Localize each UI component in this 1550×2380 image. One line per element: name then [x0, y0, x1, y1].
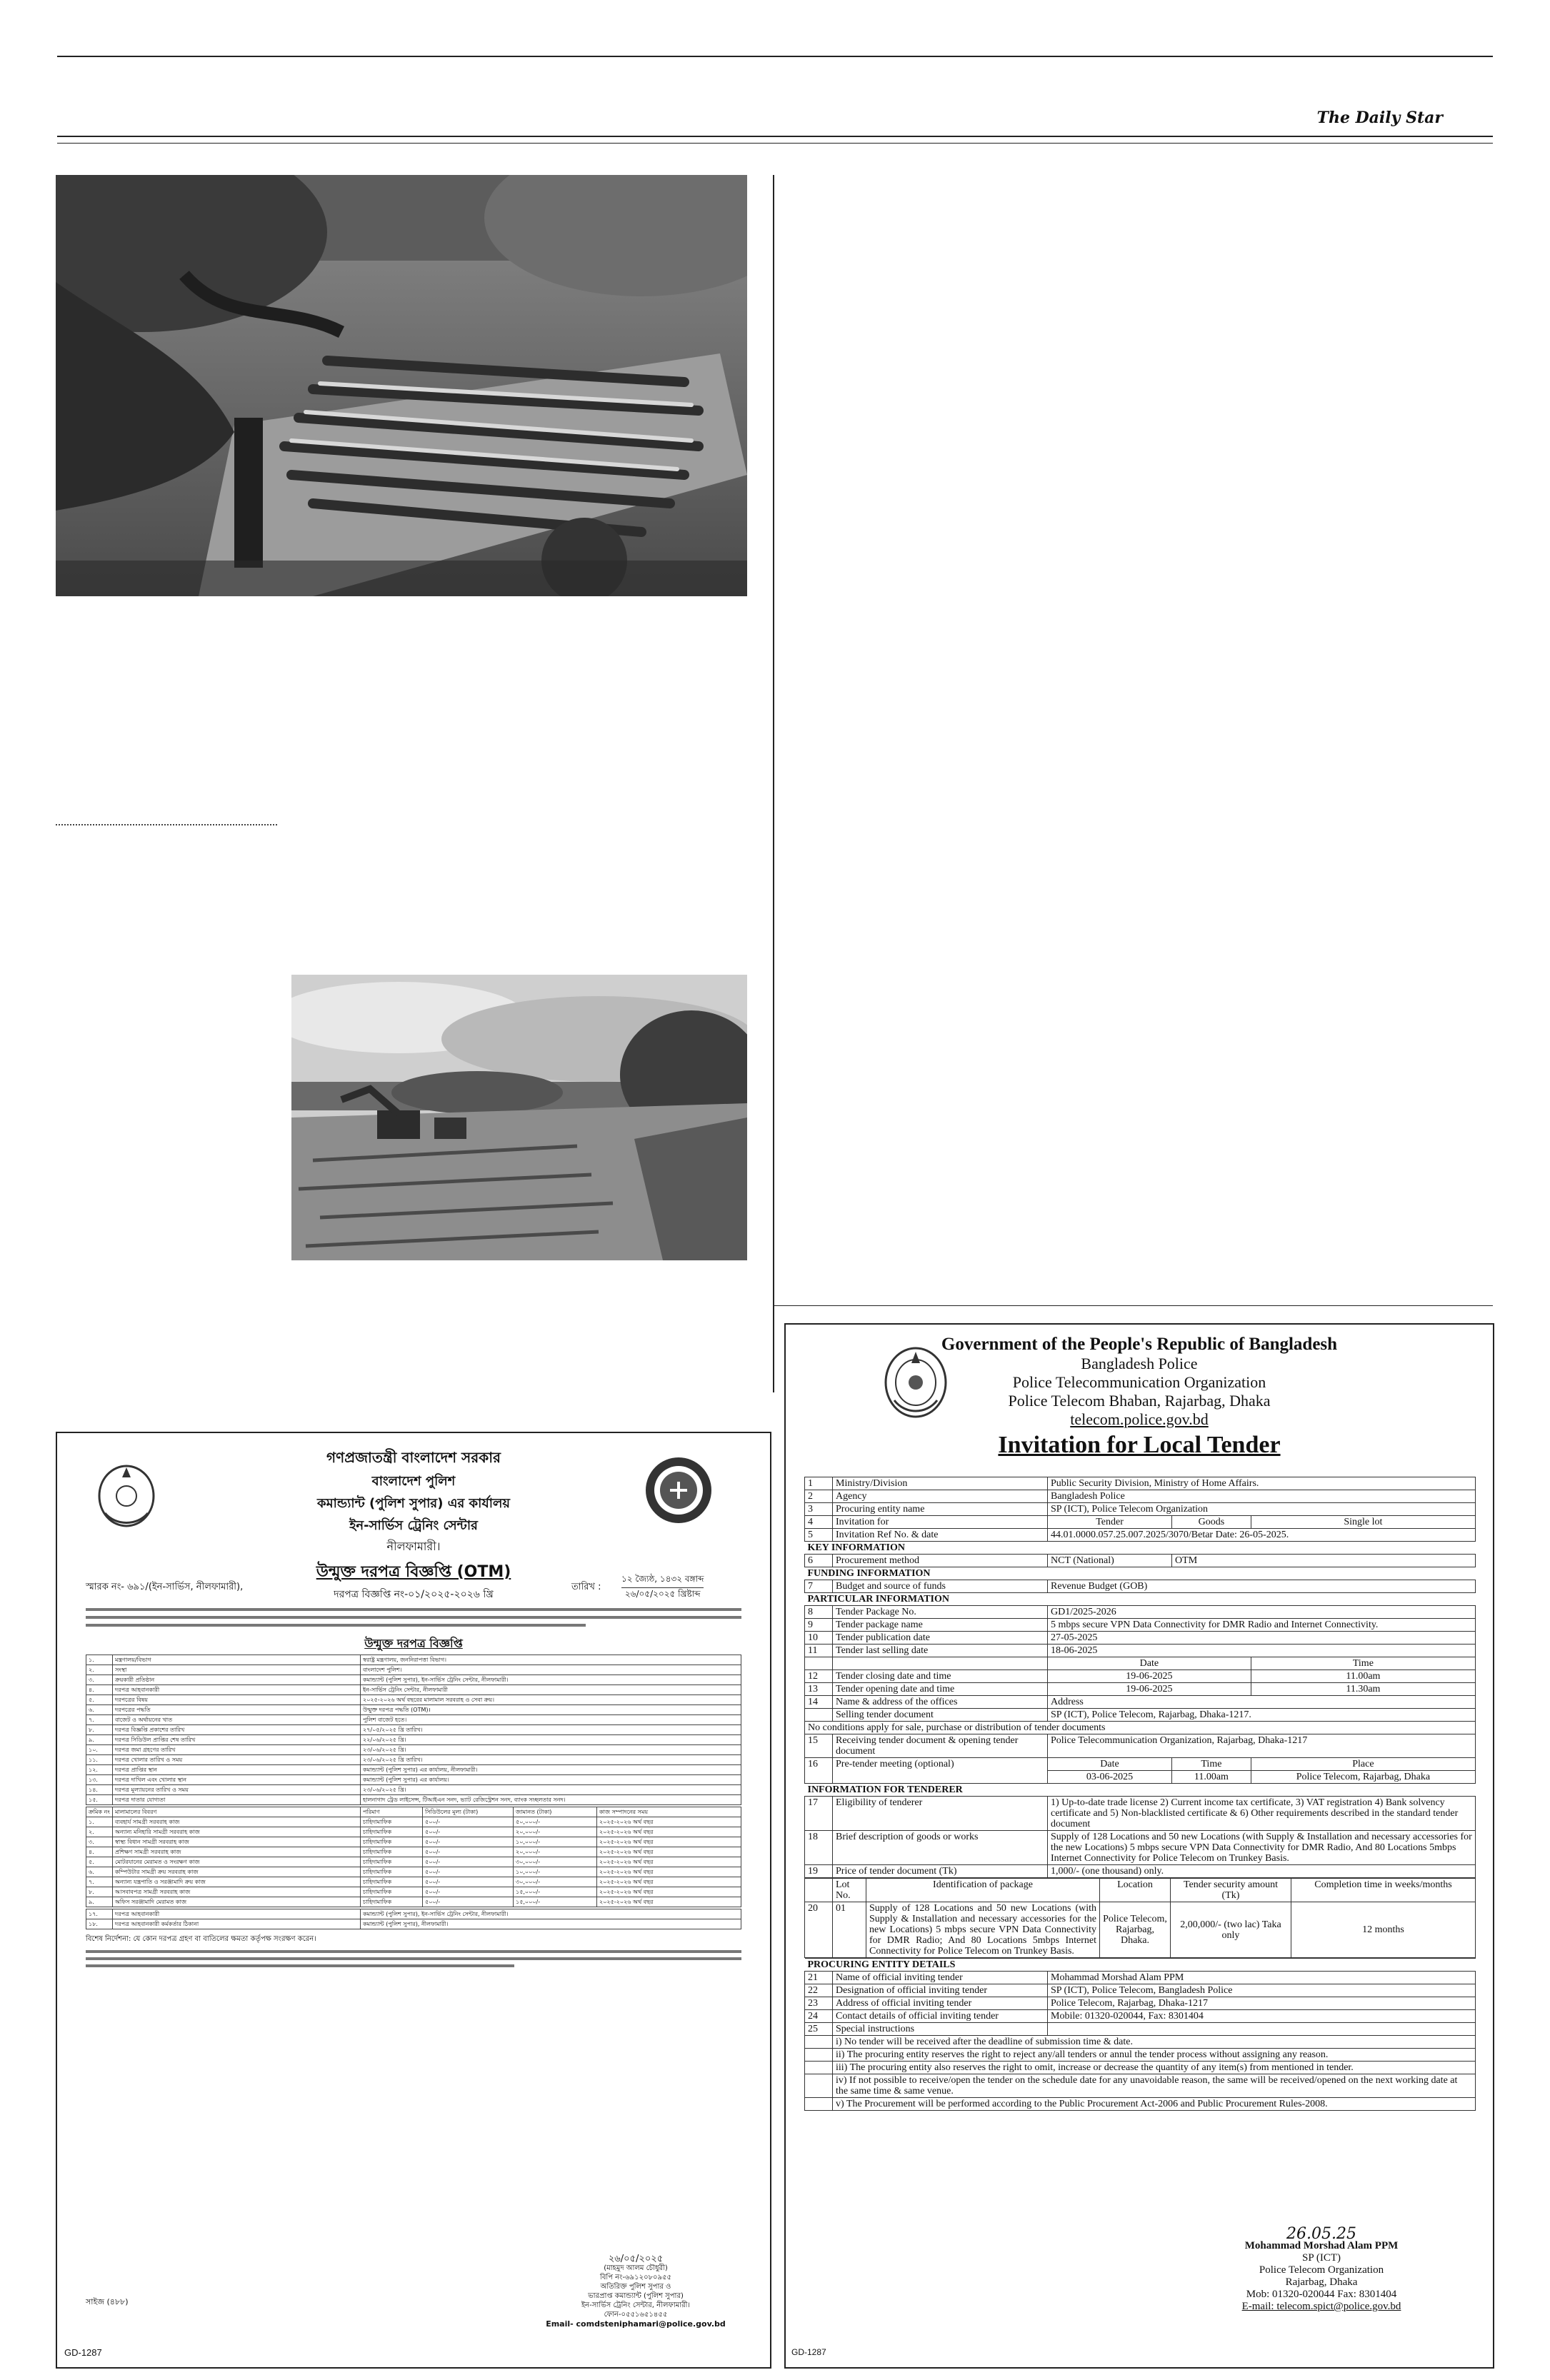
table-row: ৩. ক্রয়কারী প্রতিষ্ঠান কমান্ড্যান্ট (পুলিশ সুপার), ইন-সার্ভিস ট্রেনিং সেন্টার, নীলফামারী।	[86, 1675, 741, 1685]
bangla-items-table	[86, 1807, 741, 1907]
ad-code-bn: GD-1287	[64, 2347, 102, 2358]
table-row: ১২. দরপত্র প্রাপ্তির স্থান কমান্ড্যান্ট (পুলিশ সুপার) এর কার্যালয়, নীলফামারী।	[86, 1765, 741, 1775]
table-row: ৭. বাজেট ও অর্থায়নের খাত পুলিশ বাজেট হতে।	[86, 1715, 741, 1725]
signer-contact: Mob: 01320-020044 Fax: 8301404	[1246, 2289, 1397, 2300]
table-row: 18 Brief description of goods or works Supply of 128 Locations and 50 new Locations (with Supply & Installation and necessary accessories for the new Locations) 5 mbps secure VPN Data Connectivity for DMR Radio, And 80 Locations 5mbps Internet Connectivity for Police Telecom on Trunkey Basis.	[805, 1831, 1476, 1865]
table-row: ৬. দরপত্রের পদ্ধতি উন্মুক্ত দরপত্র পদ্ধতি (OTM)।	[86, 1705, 741, 1715]
bangla-info-table	[86, 1655, 741, 1805]
table-row: 6 Procurement method NCT (National) OTM	[805, 1555, 1476, 1567]
table-row: 2 Agency Bangladesh Police	[805, 1490, 1476, 1503]
tender-heading: Invitation for Local Tender	[998, 1432, 1281, 1458]
table-row: 20 01 Supply of 128 Locations and 50 new Locations (with Supply & Installation and necessary accessories for the new Locations) 5 mbps secure VPN Data Connectivity for DMR Radio; And 80 Locations 5mbps Internet Connectivity for Police Telecom on Trunkey Basis. Police Telecom, Rajarbag, Dhaka. 2,00,000/- (two lac) Taka only 12 months	[805, 1902, 1476, 1958]
table-row: 03-06-2025 11.00am Police Telecom, Rajarbag, Dhaka	[805, 1771, 1476, 1784]
signer-line: (মাহমুদ আলম চৌধুরী)	[604, 2264, 668, 2272]
boat-logs-photo	[56, 175, 747, 596]
table-row: 12 Tender closing date and time 19-06-2025 11.00am	[805, 1670, 1476, 1683]
notice-subtitle-bn: দরপত্র বিজ্ঞপ্তি নং-০১/২০২৫-২০২৬ খ্রি	[334, 1589, 494, 1600]
table-row: 4 Invitation for Tender Goods Single lot	[805, 1516, 1476, 1529]
table-row: 11 Tender last selling date 18-06-2025	[805, 1645, 1476, 1657]
org-line-3: Police Telecom Bhaban, Rajarbag, Dhaka	[1008, 1392, 1271, 1410]
table-row: ৩. স্বাস্থ্য বিধান সামগ্রী সরবরাহ কাজ চাহিদামাফিক ৫০০/- ১০,০০০/- ২০২৫-২০২৬ অর্থ বছর	[86, 1837, 741, 1847]
section-information-for-tenderer: INFORMATION FOR TENDERER	[805, 1784, 1476, 1797]
table-row: 21 Name of official inviting tender Mohammad Morshad Alam PPM	[805, 1972, 1476, 1984]
table-row: ৮. আসবাবপত্র সামগ্রী সরবরাহ কাজ চাহিদামাফিক ৫০০/- ১৫,০০০/- ২০২৫-২০২৬ অর্থ বছর	[86, 1887, 741, 1897]
table-row: 15 Receiving tender document & opening tender document Police Telecommunication Organization, Rajarbag, Dhaka-1217	[805, 1734, 1476, 1758]
lot-table	[804, 1878, 1476, 1958]
table-row: 1 Ministry/Division Public Security Division, Ministry of Home Affairs.	[805, 1477, 1476, 1490]
signer-line: ভারপ্রাপ্ত কমান্ড্যান্ট (পুলিশ সুপার)	[588, 2292, 684, 2300]
table-row: 22 Designation of official inviting tender SP (ICT), Police Telecom, Bangladesh Police	[805, 1984, 1476, 1997]
section-procuring-entity-details: PROCURING ENTITY DETAILS	[805, 1959, 1476, 1972]
org-line-2: Police Telecommunication Organization	[1012, 1373, 1266, 1391]
table-row: 19 Price of tender document (Tk) 1,000/- (one thousand) only.	[805, 1865, 1476, 1878]
section-key-information: KEY INFORMATION	[805, 1542, 1476, 1555]
table-row: 9 Tender package name 5 mbps secure VPN Data Connectivity for DMR Radio and Internet Connectivity.	[805, 1619, 1476, 1632]
note-text-placeholder	[86, 1964, 514, 1967]
table-row: ২. সংস্থা বাংলাদেশ পুলিশ।	[86, 1665, 741, 1675]
dotted-separator	[56, 824, 277, 825]
table-row: v) The Procurement will be performed according to the Public Procurement Act-2006 and Public Procurement Rules-2008.	[805, 2098, 1476, 2111]
intro-text-placeholder	[86, 1624, 586, 1627]
table-row: ১. মন্ত্রণালয়/বিভাগ স্বরাষ্ট্র মন্ত্রণালয়, জননিরাপত্তা বিভাগ।	[86, 1655, 741, 1665]
signer-line: বিপি নং-৬৯১২০৮০৯৫৫	[599, 2274, 672, 2281]
table-row: ৫. দরপত্রের বিষয় ২০২৫-২০২৬ অর্থ বছরের মালামাল সরবরাহ ও সেবা ক্রয়।	[86, 1695, 741, 1705]
table-row: ১. ব্যবহার্য সামগ্রী সরবরাহ কাজ চাহিদামাফিক ৫০০/- ৫০,০০০/- ২০২৫-২০২৬ অর্থ বছর	[86, 1817, 741, 1827]
note-text-placeholder	[86, 1950, 741, 1953]
email-bn[interactable]: Email- comdsteniphamari@police.gov.bd	[546, 2319, 726, 2329]
entity-table	[804, 1958, 1476, 2111]
column-divider-left	[773, 175, 774, 1392]
table-row: ১৪. দরপত্র মূল্যায়নের তারিখ ও সময় ২৩/০৬/২০২৫ খ্রি।	[86, 1785, 741, 1795]
table-row: 17 Eligibility of tenderer 1) Up-to-date trade license 2) Current income tax certificate, 3) VAT registration 4) Bank solvency certificate and 5) Non-blacklisted certificate & 6) Other requirements described in the standard tender document	[805, 1797, 1476, 1831]
org-line-bn-4: নীলফামারী।	[386, 1540, 441, 1553]
column-divider-right-top	[773, 1305, 1493, 1306]
table-row: iii) The procuring entity also reserves the right to omit, increase or decrease the quantity of any item(s) from mentioned in tender.	[805, 2062, 1476, 2074]
table-row: ৫. মোটরযানের মেরামত ও সংরক্ষণ কাজ চাহিদামাফিক ৫০০/- ৩০,০০০/- ২০২৫-২০২৬ অর্থ বছর	[86, 1857, 741, 1867]
table-row: 8 Tender Package No. GD1/2025-2026	[805, 1606, 1476, 1619]
section-funding-information: FUNDING INFORMATION	[805, 1567, 1476, 1580]
header-rule-1	[57, 136, 1493, 137]
government-title: Government of the People's Republic of Bangladesh	[941, 1335, 1338, 1354]
table-row: ৯. অফিস সরঞ্জামাদি মেরামত কাজ চাহিদামাফিক ৫০০/- ১৫,০০০/- ২০২৫-২০২৬ অর্থ বছর	[86, 1897, 741, 1907]
table-row: ১৭. দরপত্র আহবানকারী কমান্ড্যান্ট (পুলিশ সুপার), ইন-সার্ভিস ট্রেনিং সেন্টার, নীলফামারী।	[86, 1909, 741, 1919]
intro-text-placeholder	[86, 1608, 741, 1611]
signer-line: ফোন-০৫৫১৬৫১৪৫৫	[604, 2311, 668, 2319]
table-row: ৪. দরপত্র আহবানকারী ইন-সার্ভিস ট্রেনিং সেন্টার, নীলফামারী	[86, 1685, 741, 1695]
date-gregorian: ২৬/০৫/২০২৫ খ্রিষ্টাব্দ	[624, 1589, 701, 1599]
masthead: The Daily Star	[1316, 109, 1443, 127]
intro-text-placeholder	[86, 1616, 741, 1619]
date-label: তারিখ :	[571, 1582, 601, 1592]
special-note-bn: বিশেষ নির্দেশনা: যে কোন দরপত্র গ্রহণ বা বাতিলের ক্ষমতা কর্তৃপক্ষ সংরক্ষণ করেন।	[86, 1935, 316, 1943]
table-row: ১৫. দরপত্র দাতার যোগ্যতা হালনাগাদ ট্রেড লাইসেন্স, টিআইএন সনদ, ভ্যাট রেজিস্ট্রেশন সনদ, ব্যাংক সচ্ছলতার সনদ।	[86, 1795, 741, 1805]
signer-line: ইন-সার্ভিস ট্রেনিং সেন্টার, নীলফামারী।	[581, 2301, 691, 2309]
table-row: ২. অন্যান্য মনিহারি সামগ্রী সরবরাহ কাজ চাহিদামাফিক ৫০০/- ২০,০০০/- ২০২৫-২০২৬ অর্থ বছর	[86, 1827, 741, 1837]
bangla-signature-block	[529, 2254, 743, 2329]
table-row: ১০. দরপত্র জমা গ্রহণের তারিখ ২৩/০৬/২০২৫ খ্রি।	[86, 1745, 741, 1755]
table-row: 24 Contact details of official inviting tender Mobile: 01320-020044, Fax: 8301404	[805, 2010, 1476, 2023]
signature-block	[1186, 2225, 1457, 2313]
english-tender-ad	[784, 1323, 1494, 2369]
website-link[interactable]: telecom.police.gov.bd	[1070, 1410, 1209, 1428]
signer-location: Rajarbag, Dhaka	[1285, 2276, 1358, 2288]
signature-date: 26.05.25	[1286, 2225, 1356, 2243]
signer-email[interactable]: E-mail: telecom.spict@police.gov.bd	[1241, 2301, 1401, 2312]
table-row: 25 Special instructions	[805, 2023, 1476, 2036]
table-row: No conditions apply for sale, purchase or distribution of tender documents	[805, 1722, 1476, 1734]
header-rule-2	[57, 143, 1493, 144]
top-rule	[57, 56, 1493, 57]
table-row: ১১. দরপত্র খোলার তারিখ ও সময় ২৩/০৬/২০২৫ খ্রি তারিখ।	[86, 1755, 741, 1765]
ad-code: GD-1287	[791, 2347, 826, 2357]
excavator-field-photo	[291, 975, 747, 1260]
signer-org: Police Telecom Organization	[1259, 2264, 1384, 2276]
signer-designation: SP (ICT)	[1301, 2252, 1341, 2264]
table-row: 10 Tender publication date 27-05-2025	[805, 1632, 1476, 1645]
table-row: ৪. প্রশিক্ষণ সামগ্রী সরবরাহ কাজ চাহিদামাফিক ৫০০/- ২০,০০০/- ২০২৫-২০২৬ অর্থ বছর	[86, 1847, 741, 1857]
table-row: 14 Name & address of the offices Address	[805, 1696, 1476, 1709]
table-row: ১৩. দরপত্র দাখিল এবং খোলার স্থান কমান্ড্যান্ট (পুলিশ সুপার) এর কার্যালয়।	[86, 1775, 741, 1785]
table-row: ৭. অন্যান্য যন্ত্রপাতি ও সরঞ্জামাদি ক্রয় কাজ চাহিদামাফিক ৫০০/- ৩০,০০০/- ২০২৫-২০২৬ অর্থ বছর	[86, 1877, 741, 1887]
table-row: iv) If not possible to receive/open the tender on the schedule date for any unavoidable reason, the same will be received/opened on the next working date at the same time & same venue.	[805, 2074, 1476, 2098]
table-row: 7 Budget and source of funds Revenue Budget (GOB)	[805, 1580, 1476, 1593]
table-row: Selling tender document SP (ICT), Police Telecom, Rajarbag, Dhaka-1217.	[805, 1709, 1476, 1722]
table-row: ক্রমিক নং মালামালের বিবরণ পরিমাণ সিডিউলের মূল্য (টাকা) জামানত (টাকা) কাজ সম্পাদনের সময়	[86, 1807, 741, 1817]
signer-line: অতিরিক্ত পুলিশ সুপার ও	[600, 2283, 671, 2291]
table-row: i) No tender will be received after the deadline of submission time & date.	[805, 2036, 1476, 2049]
signer-name: Mohammad Morshad Alam PPM	[1244, 2240, 1399, 2251]
org-line-bn-2: কমান্ড্যান্ট (পুলিশ সুপার) এর কার্যালয়	[317, 1496, 510, 1511]
table-row: ৯. দরপত্র সিডিউল প্রাপ্তির শেষ তারিখ ২২/০৬/২০২৫ খ্রি।	[86, 1735, 741, 1745]
table-row: 3 Procuring entity name SP (ICT), Police Telecom Organization	[805, 1503, 1476, 1516]
table-row: ৮. দরপত্র বিজ্ঞপ্তি প্রকাশের তারিখ ২৭/০৫/২০২৫ খ্রি তারিখ।	[86, 1725, 741, 1735]
org-line-bn-3: ইন-সার্ভিস ট্রেনিং সেন্টার	[349, 1518, 478, 1533]
table-row: ii) The procuring entity reserves the right to reject any/all tenders or annul the tender process without assigning any reason.	[805, 2049, 1476, 2062]
memo-number: স্মারক নং- ৬৯১/(ইন-সার্ভিস, নীলফামারী),	[86, 1582, 244, 1592]
table-row: ১৮. দরপত্র আহবানকারী কর্মকর্তার ঠিকানা কমান্ড্যান্ট (পুলিশ সুপার), নীলফামারী।	[86, 1919, 741, 1929]
table-row: 16 Pre-tender meeting (optional) Date Time Place	[805, 1758, 1476, 1771]
signature-date-bn: ২৬/০৫/২০২৫	[608, 2254, 664, 2264]
table-row: Date Time	[805, 1657, 1476, 1670]
table-row: 13 Tender opening date and time 19-06-2025 11.30am	[805, 1683, 1476, 1696]
table-row: Lot No. Identification of package Location Tender security amount (Tk) Completion time in weeks/months	[805, 1879, 1476, 1902]
org-line-1: Bangladesh Police	[1081, 1355, 1198, 1372]
table-row: 5 Invitation Ref No. & date 44.01.0000.057.25.007.2025/3070/Betar Date: 26-05-2025.	[805, 1529, 1476, 1542]
notice-title-bn: উন্মুক্ত দরপত্র বিজ্ঞপ্তি (OTM)	[316, 1563, 511, 1581]
tender-info-table	[804, 1477, 1476, 1878]
note-text-placeholder	[86, 1957, 741, 1960]
org-line-bn-1: বাংলাদেশ পুলিশ	[371, 1474, 456, 1489]
date-bangla: ১২ জ্যৈষ্ঠ, ১৪৩২ বঙ্গাব্দ	[621, 1573, 704, 1588]
section-particular-information: PARTICULAR INFORMATION	[805, 1593, 1476, 1606]
bangla-tail-table	[86, 1909, 741, 1929]
size-tag: সাইজ (৪৮৮)	[86, 2297, 129, 2306]
gov-title-bn: গণপ্রজাতন্ত্রী বাংলাদেশ সরকার	[326, 1449, 501, 1466]
table-row: ৬. কম্পিউটার সামগ্রী ক্রয় সরবরাহ কাজ চাহিদামাফিক ৫০০/- ১০,০০০/- ২০২৫-২০২৬ অর্থ বছর	[86, 1867, 741, 1877]
table-row: 23 Address of official inviting tender Police Telecom, Rajarbag, Dhaka-1217	[805, 1997, 1476, 2010]
inner-title-bn: উন্মুক্ত দরপত্র বিজ্ঞপ্তি	[364, 1637, 463, 1650]
bangla-tender-ad	[56, 1432, 771, 2369]
